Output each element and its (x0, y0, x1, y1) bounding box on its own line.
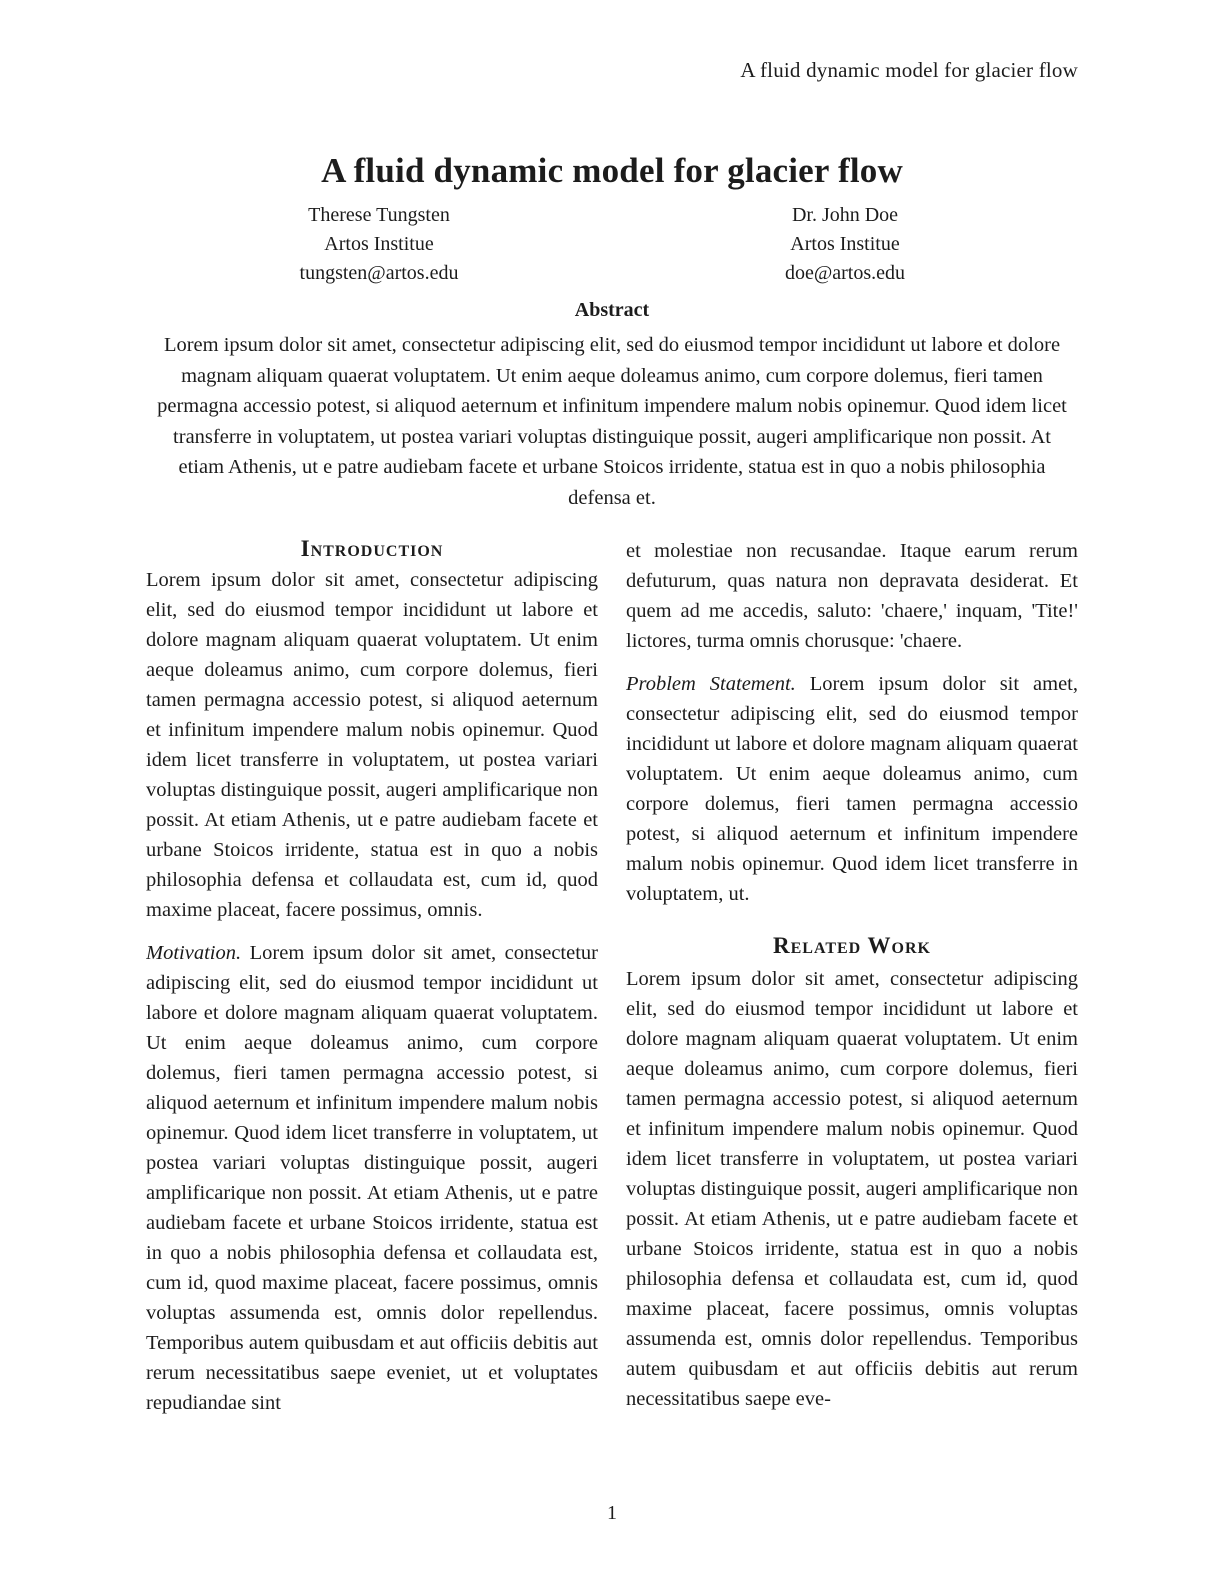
motivation-paragraph (146, 938, 598, 1418)
abstract-heading: Abstract (574, 299, 650, 321)
motivation-paragraph-continued: et molestiae non recusandae. Itaque earum rerum defuturum, quas natura non depravata desiderat. Et quem ad me accedis, saluto: 'chaere,' inquam, 'Tite!' lictores, turma omnis chorusque: 'chaere. (626, 540, 1078, 652)
problem-statement-paragraph (626, 669, 1078, 909)
page-title: A fluid dynamic model for glacier flow (321, 151, 903, 191)
author-email: tungsten@artos.edu (299, 262, 459, 284)
author-name: Therese Tungsten (308, 204, 450, 226)
right-column (626, 536, 1078, 1422)
motivation-lead: Motivation. (146, 942, 250, 964)
problem-statement-lead: Problem Statement. (626, 673, 810, 695)
page-number: 1 (607, 1502, 617, 1524)
abstract-body: Lorem ipsum dolor sit amet, consectetur adipiscing elit, sed do eiusmod tempor incididunt ut labore et dolore magnam aliquam quaerat voluptatem. Ut enim aeque doleamus animo, cum corpore dolemus, fieri tamen permagna accessio potest, si aliquod aeternum et infinitum impendere malum nobis opinemur. Quod idem licet transferre in voluptatem, ut postea variari voluptas distinguique possit, augeri amplificarique non possit. At etiam Athenis, ut e patre audiebam facete et urbane Stoicos irridente, statua est in quo a nobis philosophia defensa et. (157, 334, 1067, 509)
section-heading-related-work: Related Work (773, 933, 931, 958)
author-affiliation: Artos Institue (324, 233, 434, 255)
introduction-paragraph: Lorem ipsum dolor sit amet, consectetur adipiscing elit, sed do eiusmod tempor incididunt ut labore et dolore magnam aliquam quaerat voluptatem. Ut enim aeque doleamus animo, cum corpore dolemus, fieri tamen permagna accessio potest, si aliquod aeternum et infinitum impendere malum nobis opinemur. Quod idem licet transferre in voluptatem, ut postea variari voluptas distinguique possit, augeri amplificarique non possit. At etiam Athenis, ut e patre audiebam facete et urbane Stoicos irridente, statua est in quo a nobis philosophia defensa et collaudata est, cum id, quod maxime placeat, facere possimus, omnis. (146, 569, 598, 921)
author-block-2 (612, 201, 1078, 288)
two-column-body (146, 536, 1078, 1422)
author-name: Dr. John Doe (791, 204, 899, 226)
motivation-text-left: Lorem ipsum dolor sit amet, consectetur adipiscing elit, sed do eiusmod tempor incididunt ut labore et dolore magnam aliquam quaerat voluptatem. Ut enim aeque doleamus animo, cum corpore dolemus, fieri tamen permagna accessio potest, si aliquod aeternum et infinitum impendere malum nobis opinemur. Quod idem licet transferre in voluptatem, ut postea variari voluptas distinguique possit, augeri amplificarique non possit. At etiam Athenis, ut e patre audiebam facete et urbane Stoicos irridente, statua est in quo a nobis philosophia defensa et collaudata est, cum id, quod maxime placeat, facere possimus, omnis voluptas assumenda est, omnis dolor repellendus. Temporibus autem quibusdam et aut officiis debitis aut rerum necessitatibus saepe eveniet, ut et voluptates repudiandae sint (146, 942, 598, 1414)
left-column (146, 536, 598, 1422)
running-header: A fluid dynamic model for glacier flow (740, 58, 1078, 82)
author-affiliation: Artos Institue (790, 233, 900, 255)
authors-row (146, 201, 1078, 288)
author-block-1 (146, 201, 612, 288)
problem-statement-text: Lorem ipsum dolor sit amet, consectetur adipiscing elit, sed do eiusmod tempor incididunt ut labore et dolore magnam aliquam quaerat voluptatem. Ut enim aeque doleamus animo, cum corpore dolemus, fieri tamen permagna accessio potest, si aliquod aeternum et infinitum impendere malum nobis opinemur. Quod idem licet transferre in voluptatem, ut. (626, 673, 1078, 905)
author-email: doe@artos.edu (784, 262, 906, 284)
related-work-paragraph: Lorem ipsum dolor sit amet, consectetur adipiscing elit, sed do eiusmod tempor incididunt ut labore et dolore magnam aliquam quaerat voluptatem. Ut enim aeque doleamus animo, cum corpore dolemus, fieri tamen permagna accessio potest, si aliquod aeternum et infinitum impendere malum nobis opinemur. Quod idem licet transferre in voluptatem, ut postea variari voluptas distinguique possit, augeri amplificarique non possit. At etiam Athenis, ut e patre audiebam facete et urbane Stoicos irridente, statua est in quo a nobis philosophia defensa et collaudata est, cum id, quod maxime placeat, facere possimus, omnis voluptas assumenda est, omnis dolor repellendus. Temporibus autem quibusdam et aut officiis debitis aut rerum necessitatibus saepe eve- (626, 968, 1078, 1410)
section-heading-introduction: Introduction (300, 536, 444, 561)
